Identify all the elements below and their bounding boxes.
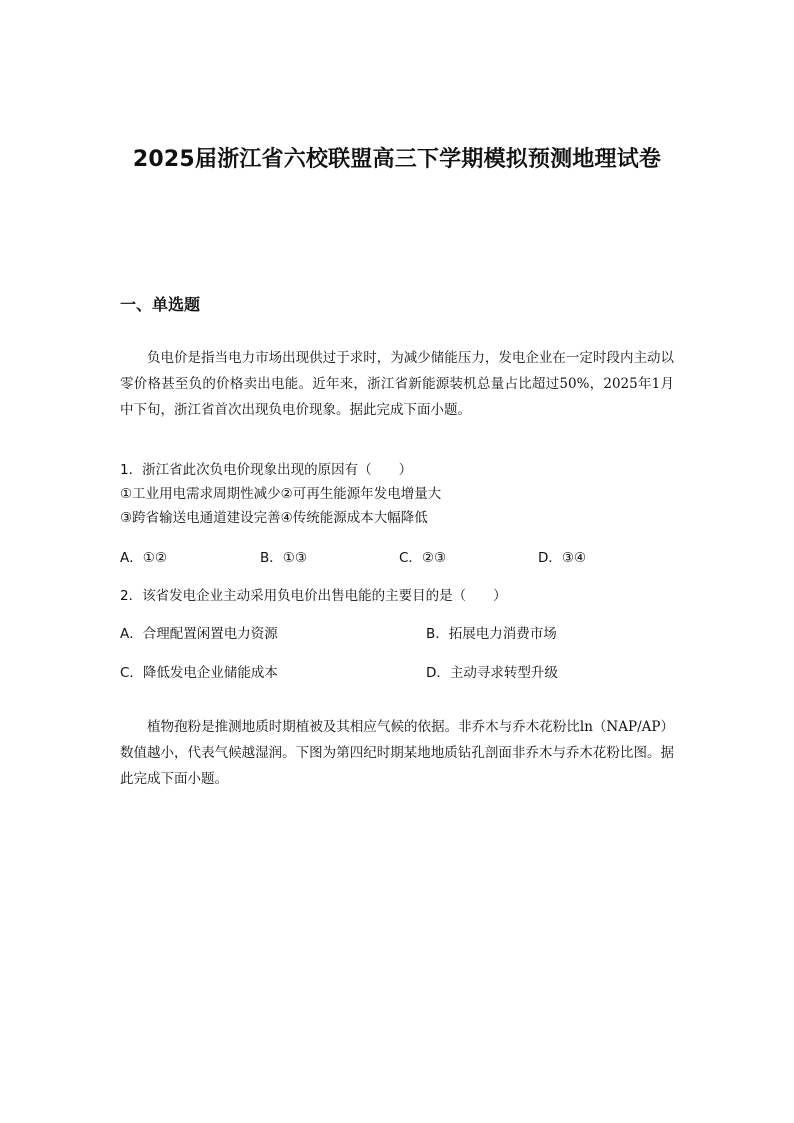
question-1-options xyxy=(120,546,680,570)
section-heading: 一、单选题 xyxy=(120,295,201,314)
question-1-option-a: A．①② xyxy=(120,550,167,566)
reading-passage-2: 植物孢粉是推测地质时期植被及其相应气候的依据。非乔木与乔木花粉比ln（NAP/AP）数值越小，代表气候越湿润。下图为第四纪时期某地地质钻孔剖面非乔木与乔木花粉比图。据此完成下面小题。 xyxy=(120,719,674,787)
question-1-statement-1: ①工业用电需求周期性减少②可再生能源年发电增量大 xyxy=(120,486,442,502)
question-2-stem: 2．该省发电企业主动采用负电价出售电能的主要目的是（ ） xyxy=(120,588,507,604)
question-2-option-b: B．拓展电力消费市场 xyxy=(426,626,557,642)
question-2 xyxy=(120,584,680,608)
question-2-options-row-2 xyxy=(120,661,680,685)
question-2-option-c: C．降低发电企业储能成本 xyxy=(120,665,278,681)
page-title: 2025届浙江省六校联盟高三下学期模拟预测地理试卷 xyxy=(132,147,662,172)
question-1-option-c: C．②③ xyxy=(399,550,447,566)
question-1-option-b: B．①③ xyxy=(260,550,307,566)
reading-passage-1: 负电价是指当电力市场出现供过于求时，为减少储能压力，发电企业在一定时段内主动以零价格甚至负的价格卖出电能。近年来，浙江省新能源装机总量占比超过50%，2025年1月中下旬，浙江省首次出现负电价现象。据此完成下面小题。 xyxy=(120,350,674,418)
question-1-statement-2: ③跨省输送电通道建设完善④传统能源成本大幅降低 xyxy=(120,510,428,526)
question-2-option-d: D．主动寻求转型升级 xyxy=(426,665,558,681)
question-2-options-row-1 xyxy=(120,622,680,646)
question-1-stem: 1．浙江省此次负电价现象出现的原因有（ ） xyxy=(120,462,413,478)
question-1 xyxy=(120,458,680,530)
question-1-option-d: D．③④ xyxy=(538,550,587,566)
question-2-option-a: A．合理配置闲置电力资源 xyxy=(120,626,278,642)
